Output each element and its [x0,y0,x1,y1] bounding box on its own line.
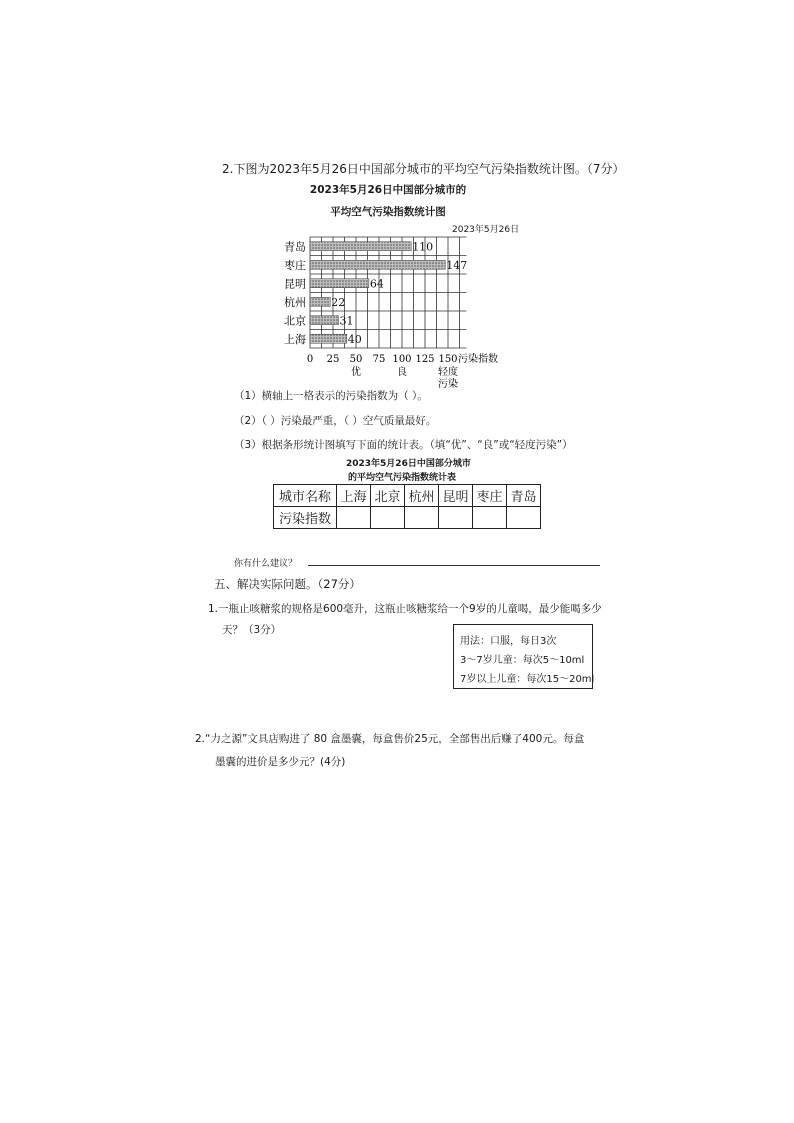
problem-1-line-2: 天？（3分） [222,624,282,636]
x-tick-label: 50 [349,354,363,365]
table-row [274,485,541,507]
chart-title-line-1: 2023年5月26日中国部分城市的 [309,184,467,196]
suggestion-label: 你有什么建议？ [234,559,298,569]
data-label: 110 [412,240,434,254]
problem-2-line-2: 墨囊的进价是多少元？(4分) [215,756,346,768]
answer-cell-hangzhou[interactable] [405,507,439,529]
statistics-table [273,484,541,529]
category-label: 杭州 [284,295,306,309]
level-label: 污染 [438,379,458,390]
sub-question-1: （1）横轴上一格表示的污染指数为（ ）。 [234,390,428,402]
city-cell-hangzhou: 杭州 [405,485,439,507]
category-label: 上海 [284,332,306,346]
bar-5 [310,334,347,343]
bar-3 [310,297,330,306]
table-title-line-2: 的平均空气污染指数统计表 [348,473,457,483]
x-tick-label: 0 [306,354,314,365]
table-title-line-1: 2023年5月26日中国部分城市 [346,459,471,469]
answer-cell-qingdao[interactable] [507,507,541,529]
answer-cell-kunming[interactable] [439,507,473,529]
answer-cell-beijing[interactable] [371,507,405,529]
data-label: 31 [339,314,354,328]
section-5-heading: 五、解决实际问题。（27分） [214,577,361,591]
table-header-city: 城市名称 [274,485,337,507]
sub-question-2: （2）（ ）污染最严重，（ ）空气质量最好。 [234,415,437,427]
pollution-bar-chart [270,232,530,392]
data-label: 22 [331,295,346,309]
category-label: 北京 [284,314,306,328]
city-cell-zaozhuang: 枣庄 [473,485,507,507]
data-label: 64 [369,277,384,291]
city-cell-qingdao: 青岛 [507,485,541,507]
city-cell-beijing: 北京 [371,485,405,507]
category-label: 枣庄 [284,258,306,272]
data-label: 147 [446,258,468,272]
x-tick-label: 125 [415,354,435,365]
x-tick-label: 100 [392,354,412,365]
table-header-index: 污染指数 [274,507,337,529]
problem-1-line-1: 1.一瓶止咳糖浆的规格是600毫升，这瓶止咳糖浆给一个9岁的儿童喝，最少能喝多少 [208,603,602,615]
bar-1 [310,260,445,269]
bar-2 [310,279,369,288]
x-tick-label: 75 [372,354,386,365]
category-label: 青岛 [284,240,306,254]
question-2-title: 2.下图为2023年5月26日中国部分城市的平均空气污染指数统计图。（7分） [222,162,625,176]
usage-line-2: 3～7岁儿童：每次5～10ml [460,655,585,666]
data-label: 40 [347,332,362,346]
chart-title-line-2: 平均空气污染指数统计图 [330,206,446,218]
sub-question-3: （3）根据条形统计图填写下面的统计表。（填“优”、“良”或“轻度污染”） [234,439,573,451]
usage-line-1: 用法：口服，每日3次 [460,636,557,647]
x-tick-label: 150 [438,354,458,365]
x-tick-label: 25 [326,354,340,365]
suggestion-answer-line[interactable] [308,565,600,566]
usage-instructions-box [453,624,593,689]
bar-0 [310,242,411,251]
usage-line-3: 7岁以上儿童：每次15～20ml [460,674,595,685]
x-axis-label: 污染指数 [458,354,498,365]
level-label: 良 [397,367,407,378]
city-cell-kunming: 昆明 [439,485,473,507]
category-label: 昆明 [284,277,306,291]
bar-4 [310,316,339,325]
table-row [274,507,541,529]
answer-cell-shanghai[interactable] [337,507,371,529]
problem-2-line-1: 2.“力之源”文具店购进了 80 盒墨囊，每盒售价25元，全部售出后赚了400元。每盒 [195,733,585,745]
level-label: 轻度 [438,367,458,378]
city-cell-shanghai: 上海 [337,485,371,507]
answer-cell-zaozhuang[interactable] [473,507,507,529]
level-label: 优 [351,367,361,378]
chart-date: 2023年5月26日 [452,225,520,235]
